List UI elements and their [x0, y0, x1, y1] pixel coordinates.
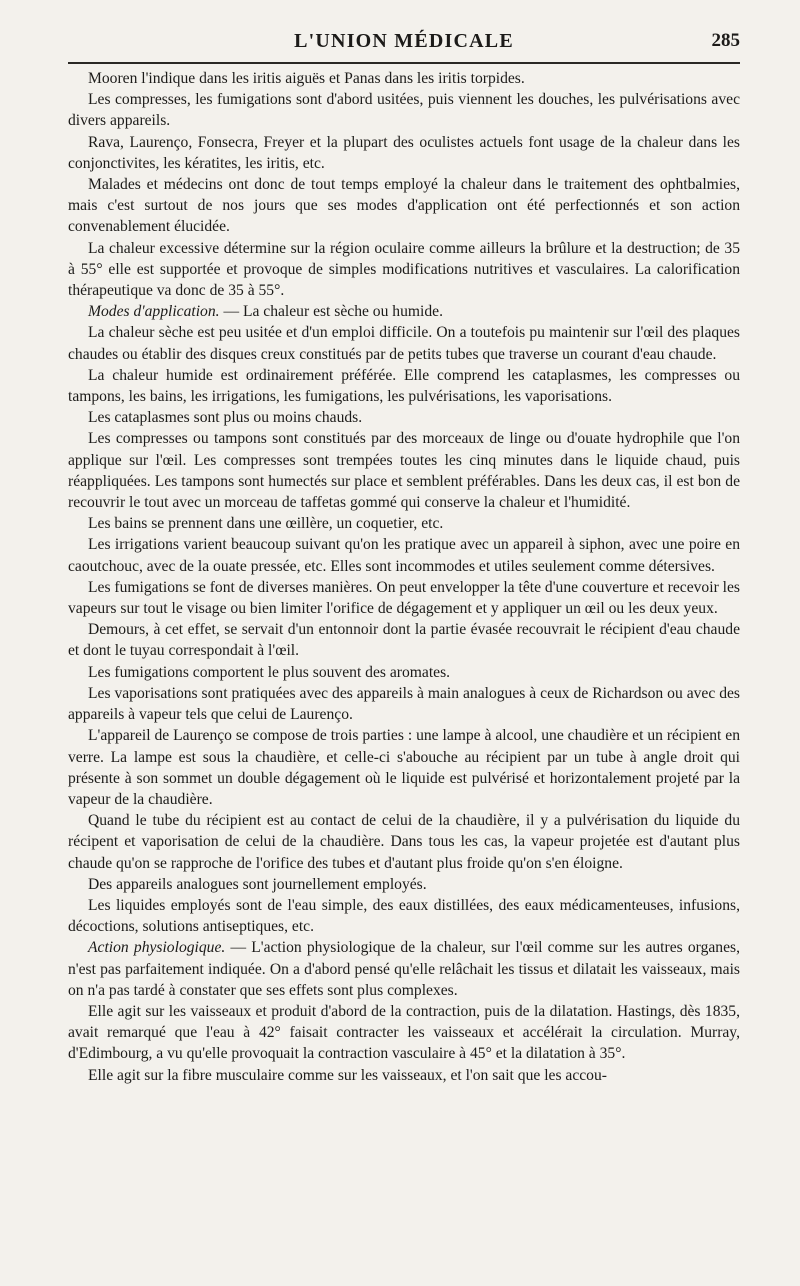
paragraph: Malades et médecins ont donc de tout temps employé la chaleur dans le traitement des ophtbalmies, mais c'est surtout de nos jours que ses modes d'application ont été perfectionnés et son action convenablement élucidée. [68, 176, 740, 236]
section-modes [68, 301, 740, 322]
section-heading-modes: Modes d'application. [88, 303, 220, 321]
page-number: 285 [711, 30, 740, 51]
paragraph: La chaleur excessive détermine sur la région oculaire comme ailleurs la brûlure et la destruction; de 35 à 55° elle est supportée et provoque de simples modifications nutritives et vasculaires. La calorification thérapeutique va donc de 35 à 55°. [68, 239, 740, 300]
paragraph: Quand le tube du récipient est au contact de celui de la chaudière, il y a pulvérisation du liquide du récipent et vaporisation de celui de la chaudière. Dans tous les cas, la vapeur projetée est d'autant plus chaude qu'on se rapproche de l'orifice des tubes et d'autant plus froide qu'on s'en éloigne. [68, 812, 740, 872]
paragraph: Elle agit sur les vaisseaux et produit d'abord de la contraction, puis de la dilatation. Hastings, dès 1835, avait remarqué que l'eau à 42° faisait contracter les vaisseaux et accélérait la circulation. Murray, d'Edimbourg, a vu qu'elle provoquait la contraction vasculaire à 45° et la dilatation à 35°. [68, 1002, 740, 1063]
paragraph: Les fumigations comportent le plus souvent des aromates. [88, 663, 451, 681]
paragraph: Les bains se prennent dans une œillère, un coquetier, etc. [88, 515, 444, 533]
article-body [68, 68, 740, 1086]
paragraph: Les compresses, les fumigations sont d'abord usitées, puis viennent les douches, les pulvérisations avec divers appareils. [68, 91, 740, 130]
paragraph: Les liquides employés sont de l'eau simple, des eaux distillées, des eaux médicamenteuses, infusions, décoctions, solutions antiseptiques, etc. [68, 896, 740, 936]
section-action [68, 937, 740, 1001]
paragraph: La chaleur humide est ordinairement préférée. Elle comprend les cataplasmes, les compresses ou tampons, les bains, les irrigations, les fumigations, les pulvérisations, les vaporisations. [68, 366, 740, 406]
paragraph: Les compresses ou tampons sont constitués par des morceaux de linge ou d'ouate hydrophile que l'on applique sur l'œil. Les compresses sont trempées toutes les cinq minutes dans le liquide chaud, puis réappliquées. Les tampons sont humectés sur place et semblent préférables. Dans les deux cas, il est bon de recouvrir le tout avec un morceau de taffetas gommé qui conserve la chaleur et l'humidité. [68, 430, 740, 512]
paragraph: Des appareils analogues sont journellement employés. [88, 875, 427, 893]
paragraph: L'appareil de Laurenço se compose de trois parties : une lampe à alcool, une chaudière et un récipient en verre. La lampe est sous la chaudière, et celle-ci s'abouche au récipient par un tube à angle droit qui présente à son sommet un double dégagement où le liquide est pulvérisé et horizontalement projeté par la vapeur de la chaudière. [68, 727, 740, 808]
paragraph: La chaleur sèche est peu usitée et d'un emploi difficile. On a toutefois pu maintenir sur l'œil des plaques chaudes ou établir des disques creux constitués par de petits tubes que traverse un courant d'eau chaude. [68, 324, 740, 363]
section-text-action: — L'action physiologique de la chaleur, sur l'œil comme sur les autres organes, n'est pas parfaitement indiquée. On a d'abord pensé qu'elle relâchait les tissus et dilatait les vaisseaux, mais on n'a pas tardé à constater que ses effets sont plus complexes. [68, 939, 740, 999]
paragraph: Les fumigations se font de diverses manières. On peut envelopper la tête d'une couverture et recevoir les vapeurs sur tout le visage ou bien limiter l'orifice de dégagement et y appliquer un œil ou les deux yeux. [68, 578, 740, 618]
paragraph: Demours, à cet effet, se servait d'un entonnoir dont la partie évasée recouvrait le récipient d'eau chaude et dont le tuyau correspondait à l'œil. [68, 621, 740, 660]
header-rule [68, 62, 740, 64]
running-title: L'UNION MÉDICALE [294, 30, 514, 52]
paragraph: Les vaporisations sont pratiquées avec des appareils à main analogues à ceux de Richardson ou avec des appareils à vapeur tels que celui de Laurenço. [68, 684, 740, 724]
paragraph: Mooren l'indique dans les iritis aiguës et Panas dans les iritis torpides. [88, 70, 525, 87]
paragraph: Elle agit sur la fibre musculaire comme sur les vaisseaux, et l'on sait que les accou- [88, 1066, 607, 1084]
paragraph: Rava, Laurenço, Fonsecra, Freyer et la plupart des oculistes actuels font usage de la chaleur dans les conjonctivites, les kératites, les iritis, etc. [68, 133, 740, 172]
paragraph: Les irrigations varient beaucoup suivant qu'on les pratique avec un appareil à siphon, avec une poire en caoutchouc, avec de la ouate pressée, etc. Elles sont incommodes et utiles seulement comme détersives. [68, 536, 740, 575]
paragraph: Les cataplasmes sont plus ou moins chauds. [88, 409, 363, 427]
page-header [68, 0, 740, 56]
section-text-modes: — La chaleur est sèche ou humide. [219, 303, 443, 321]
section-heading-action: Action physiologique. [88, 939, 226, 957]
